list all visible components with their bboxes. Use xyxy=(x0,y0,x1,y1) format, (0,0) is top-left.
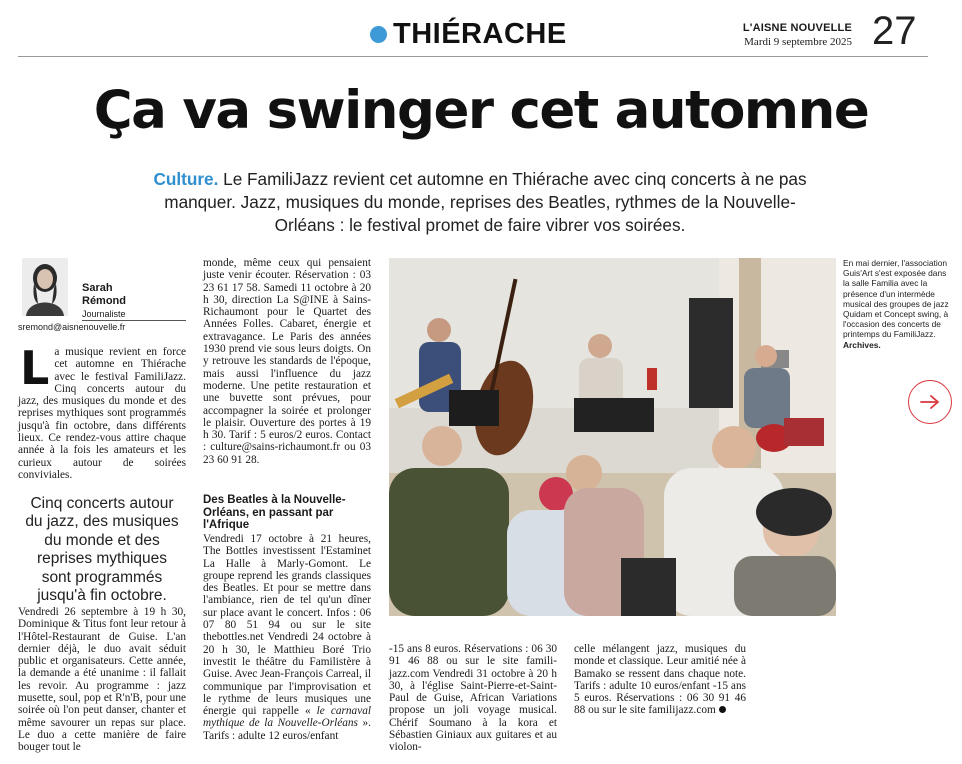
blue-dot-icon xyxy=(370,26,387,43)
body-column-2a: monde, même ceux qui pensaient juste venir écouter. Réservation : 03 23 61 17 58. Samedi 11 octobre à 20 h 30, direction La S@INE à Sains-Richaumont pour le Quartet des Années Folles. Cabaret, énergie et extravagance. Le Paris des années 1930 prend vie sous leurs doigts. On y retrouve les standards de l'époque, mais aussi l'influence du jazz moderne. Une petite restauration et une buvette sont prévues, pour accompagner la soirée et prolonger le plaisir. Ouverture des portes à 19 h 30. Tarif : 5 euros/2 euros. Contact : culture@sains-richaumont.fr ou 03 23 60 91 28. xyxy=(203,257,371,466)
concert-photo xyxy=(389,258,836,616)
intro-text: a musique revient en force cet automne en Thiérache avec le festival FamiliJazz. Cinq concerts autour du jazz, des musiques du monde et des reprises mythiques sont programmés jusqu'à fin octobre, dans différents lieux. Ce rendez-vous attire chaque année à la fois les amateurs et les curieux autour de soirées conviviales. xyxy=(18,346,186,481)
author-avatar xyxy=(22,258,68,316)
subheading: Des Beatles à la Nouvelle-Orléans, en passant par l'Afrique xyxy=(203,494,346,531)
photo-credit: Archives. xyxy=(843,339,881,350)
body-column-1: Vendredi 26 septembre à 19 h 30, Dominique & Titus font leur retour à l'Hôtel-Restaurant de Guise. L'an dernier déjà, le duo avait séduit public et organisateurs. Cette année, la demande a été unanime : il fallait les revoir. Au programme : jazz musette, soul, pop et R'n'B, pour une soirée où l'on peut danser, chanter et même savourer un repas sur place. Le duo a cette manière de faire bouger tout le xyxy=(18,606,186,754)
headline: Ça va swinger cet automne xyxy=(93,80,869,141)
body-column-2b-end: ». Tarifs : adulte 12 euros/enfant xyxy=(203,717,371,742)
next-page-button[interactable] xyxy=(908,380,952,424)
quote-italic: le carnaval mythique de la Nouvelle-Orléans xyxy=(203,705,372,730)
arrow-right-icon xyxy=(920,395,940,409)
header-divider xyxy=(18,56,928,57)
body-column-4 xyxy=(574,643,746,717)
body-column-3: -15 ans 8 euros. Réservations : 06 30 91 46 88 ou sur le site famili-jazz.com Vendredi 31 octobre à 20 h 30, à l'église Saint-Pierre-et-Saint-Paul de Guise, African Variations propose un joli voyage musical. Chérif Soumano à la kora et Sébastien Giniaux aux guitares et au violon- xyxy=(389,643,557,754)
chapo-text: Le FamiliJazz revient cet automne en Thiérache avec cinq concerts à ne pas manquer. Jazz, musiques du monde, reprises des Beatles, rythmes de la Nouvelle-Orléans : le festival promet de faire vibrer vos soirées. xyxy=(164,169,807,235)
intro-paragraph xyxy=(18,341,186,481)
section-rubric xyxy=(370,18,567,51)
caption-text: En mai dernier, l'association Guis'Art s'est exposée dans la salle Familia avec la présence d'un intermède musical des groupes de jazz Quidam et Concept swing, à l'occasion des concerts de printemps du FamiliJazz. xyxy=(843,258,949,340)
author-first-name: Sarah xyxy=(82,282,113,294)
page-number: 27 xyxy=(872,9,917,53)
author-name xyxy=(82,282,126,308)
end-mark xyxy=(719,706,726,713)
dropcap: L xyxy=(20,341,50,395)
rubric-label: THIÉRACHE xyxy=(393,18,567,50)
chapo xyxy=(150,168,810,237)
issue-date: Mardi 9 septembre 2025 xyxy=(744,36,852,48)
author-email[interactable]: sremond@aisnenouvelle.fr xyxy=(18,322,126,332)
newspaper-name: L'AISNE NOUVELLE xyxy=(742,22,852,34)
author-role: Journaliste xyxy=(82,309,126,319)
author-last-name: Rémond xyxy=(82,295,126,307)
body-column-4-text: celle mélangent jazz, musiques du monde et classique. Leur amitié née à Bamako se ressent dans chaque note. Tarifs : adulte 10 euros/enfant -15 ans 5 euros. Réservations : 06 30 91 46 88 ou sur le site familijazz.com xyxy=(574,643,746,717)
pull-quote: Cinq concerts autour du jazz, des musiques du monde et des reprises mythiques sont programmés jusqu'à fin octobre. xyxy=(25,495,179,605)
kicker: Culture. xyxy=(153,169,219,189)
author-divider xyxy=(82,320,186,321)
photo-caption xyxy=(843,258,955,350)
body-column-2b-text: Vendredi 17 octobre à 21 heures, The Bottles investissent l'Estaminet La Halle à Marly-Gomont. Le groupe reprend les grands classiques des Beatles. Et pour se mettre dans l'ambiance, rien de tel qu'un dîner sur place avant le concert. Infos : 06 07 80 51 94 ou sur le site thebottles.net Vendredi 24 octobre à 20 h 30, le Matthieu Boré Trio investit le théâtre du Familistère à Guise. Avec Jean-François Carreal, il communique par l'improvisation et le rythme de leurs musiques une énergie qui rappelle « xyxy=(203,533,371,718)
body-column-2b xyxy=(203,533,371,742)
